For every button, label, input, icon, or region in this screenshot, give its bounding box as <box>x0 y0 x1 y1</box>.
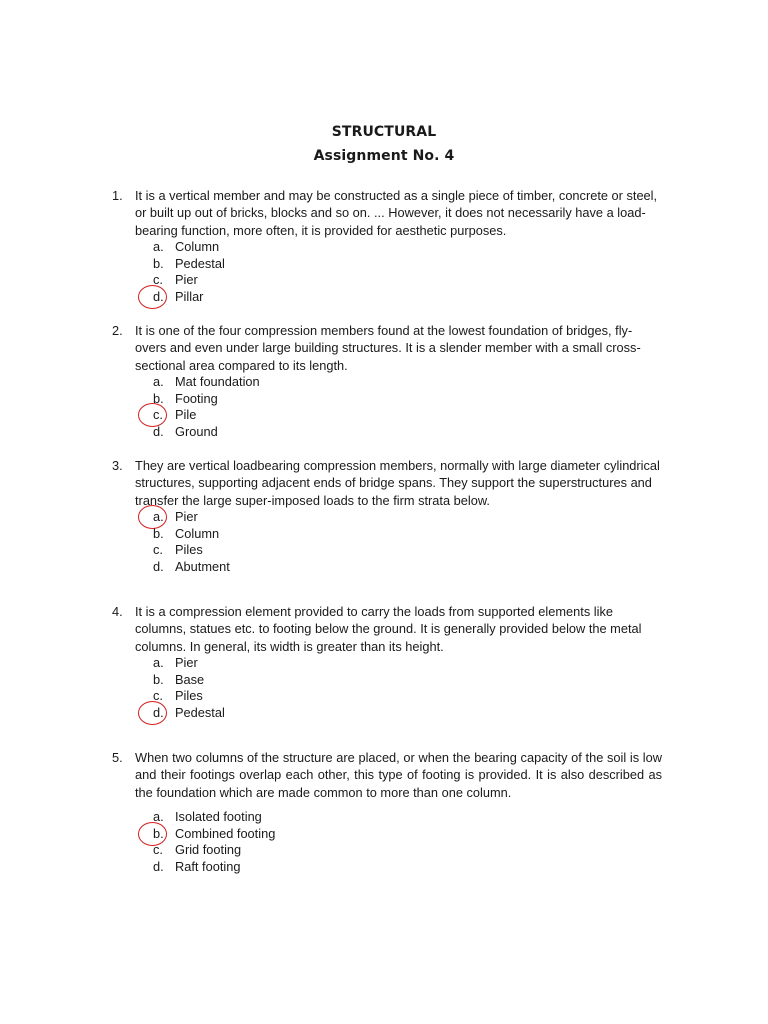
choice-label: Footing <box>175 390 218 406</box>
question-number: 3. <box>112 458 123 473</box>
choice-letter: d. <box>153 705 164 720</box>
choice-a <box>153 374 662 391</box>
question-5 <box>112 749 662 876</box>
question-number: 5. <box>112 750 123 765</box>
choice-letter: c. <box>153 407 163 423</box>
question-number: 1. <box>112 188 123 203</box>
choice-letter: b. <box>153 671 164 687</box>
question-text: It is a compression element provided to carry the loads from supported elements like columns, statues etc. to footing below the ground. It is generally provided below the metal columns. In general, its width is greater than its height. <box>135 604 642 654</box>
choice-letter: c. <box>153 688 163 704</box>
answer-circle-mark <box>138 285 167 309</box>
question-text: It is one of the four compression members found at the lowest foundation of bridges, fly-overs and even under large building structures. It is a slender member with a small cross-sectional area compared to its length. <box>135 323 641 373</box>
choice-d <box>153 424 662 441</box>
choice-letter: a. <box>153 239 164 255</box>
choice-letter: a. <box>153 374 164 390</box>
choice-letter: c. <box>153 542 163 558</box>
choice-letter: b. <box>153 525 164 541</box>
choice-label: Raft footing <box>175 859 241 874</box>
choice-b <box>153 672 662 689</box>
question-number: 2. <box>112 323 123 338</box>
question-1 <box>112 187 662 306</box>
choice-list <box>153 239 662 305</box>
choice-c <box>153 688 662 705</box>
choice-label: Pedestal <box>175 255 225 271</box>
choice-label: Abutment <box>175 559 230 574</box>
choice-c <box>153 542 662 559</box>
choice-label: Piles <box>175 542 203 558</box>
choice-letter: a. <box>153 809 164 825</box>
choice-letter: b. <box>153 255 164 271</box>
choice-d <box>153 705 662 722</box>
choice-b <box>153 526 662 543</box>
choice-label: Pier <box>175 655 198 671</box>
choice-letter: d. <box>153 289 164 304</box>
choice-letter: d. <box>153 559 164 574</box>
question-2 <box>112 322 662 441</box>
choice-label: Isolated footing <box>175 809 262 825</box>
choice-d <box>153 559 662 576</box>
choice-label: Piles <box>175 688 203 704</box>
question-number: 4. <box>112 604 123 619</box>
choice-list <box>153 509 662 575</box>
choice-a <box>153 809 662 826</box>
choice-letter: c. <box>153 272 163 288</box>
choice-d <box>153 859 662 876</box>
choice-c <box>153 407 662 424</box>
choice-label: Ground <box>175 424 218 439</box>
choice-label: Grid footing <box>175 842 242 858</box>
choice-label: Pile <box>175 407 197 423</box>
choice-label: Combined footing <box>175 825 276 841</box>
choice-c <box>153 272 662 289</box>
choice-a <box>153 655 662 672</box>
choice-label: Column <box>175 525 220 541</box>
document-subtitle: Assignment No. 4 <box>313 148 455 164</box>
choice-b <box>153 256 662 273</box>
choice-letter: b. <box>153 390 164 406</box>
choice-b <box>153 826 662 843</box>
choice-label: Column <box>175 239 220 255</box>
choice-letter: a. <box>153 655 164 671</box>
choice-c <box>153 842 662 859</box>
choice-letter: b. <box>153 825 164 841</box>
choice-label: Mat foundation <box>175 374 260 390</box>
choice-label: Pedestal <box>175 705 225 720</box>
question-text: When two columns of the structure are placed, or when the bearing capacity of the soil is low and their footings overlap each other, this type of footing is provided. It is also described as the foundation which are made common to more than one column. <box>135 750 662 800</box>
choice-a <box>153 239 662 256</box>
question-3 <box>112 457 662 576</box>
choice-letter: c. <box>153 842 163 858</box>
choice-letter: d. <box>153 859 164 874</box>
choice-b <box>153 391 662 408</box>
choice-d <box>153 289 662 306</box>
choice-label: Base <box>175 671 205 687</box>
choice-list <box>153 655 662 721</box>
choice-label: Pier <box>175 509 198 525</box>
question-4 <box>112 603 662 722</box>
choice-letter: a. <box>153 509 164 525</box>
choice-label: Pillar <box>175 289 204 304</box>
answer-circle-mark <box>138 701 167 725</box>
choice-label: Pier <box>175 272 198 288</box>
choice-letter: d. <box>153 424 164 439</box>
choice-list <box>153 374 662 440</box>
question-text: It is a vertical member and may be constructed as a single piece of timber, concrete or steel, or built up out of bricks, blocks and so on. ... However, it does not necessarily have a load-bearing function, more often, it is provided for aesthetic purposes. <box>135 188 658 238</box>
question-text: They are vertical loadbearing compression members, normally with large diameter cylindrical structures, supporting adjacent ends of bridge spans. They support the superstructures and transfer the large super-imposed loads to the firm strata below. <box>135 458 660 508</box>
choice-a <box>153 509 662 526</box>
choice-list <box>153 809 662 875</box>
document-title: STRUCTURAL <box>331 124 437 140</box>
